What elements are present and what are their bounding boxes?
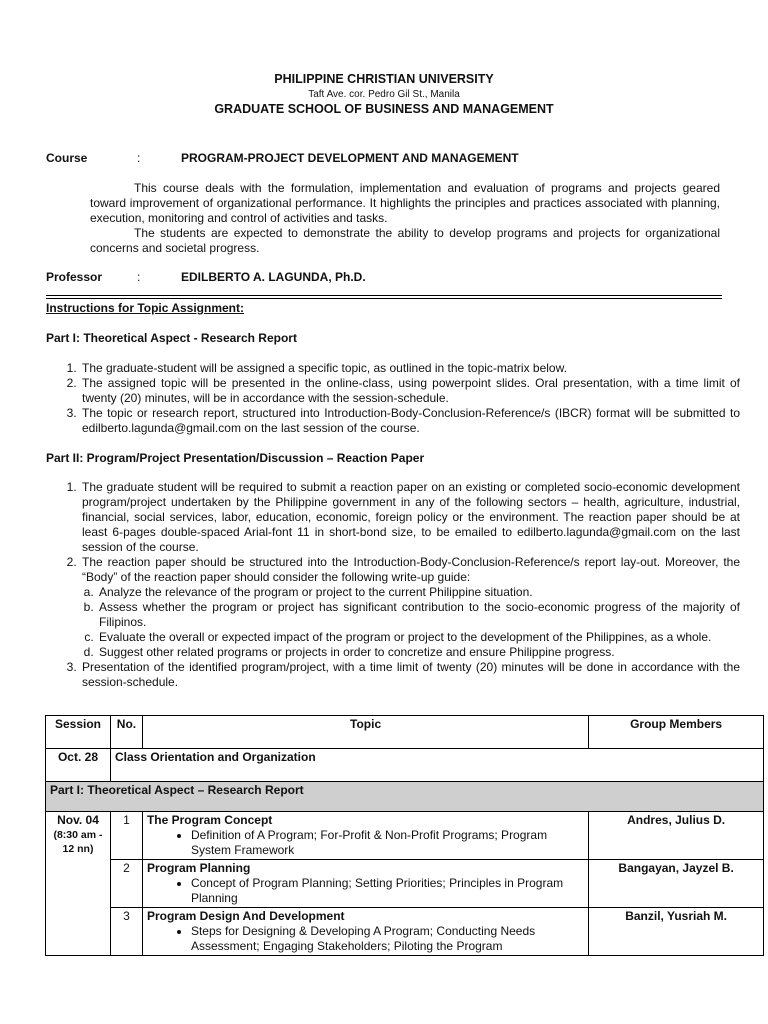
divider-top [46,295,722,296]
university-address: Taft Ave. cor. Pedro Gil St., Manila [308,89,460,100]
topic-detail: • Definition of A Program; For-Profit & Non-Profit Programs; Program System Framework [191,828,584,858]
table-row [46,908,764,956]
table-row [46,860,764,908]
university-name: PHILIPPINE CHRISTIAN UNIVERSITY [274,72,494,86]
orientation-topic: Class Orientation and Organization [110,749,763,782]
table-header-row [46,716,764,749]
professor-colon: : [137,270,141,284]
course-description-2: The students are expected to demonstrate the ability to develop programs and projects for organizational concerns and societal progress. [90,226,720,255]
topic-details [147,828,584,858]
part2-item-text: The reaction paper should be structured into the Introduction-Body-Conclusion-Reference/s report lay-out. Moreover, the “Body” of the reaction paper should consider the following write-up guide: [82,555,740,584]
topic-details [147,924,584,954]
topic-details [147,876,584,906]
course-label: Course [46,151,88,165]
course-description-1: This course deals with the formulation, implementation and evaluation of programs and projects geared toward improvement of organizational performance. It highlights the principles and practices associated with planning, execution, monitoring and control of activities and tasks. [90,181,720,225]
instructions-title: Instructions for Topic Assignment: [46,301,245,315]
part2-item: 1. The graduate student will be required to submit a reaction paper on an existing or completed socio-economic development program/project undertaken by the Philippine government in any of the following sectors – health, agriculture, industrial, financial, social services, labor, education, economic, foreign policy or the environment. The reaction paper should be at least 6-pages double-spaced Arial-font 11 in short-bond size, to be emailed to edilberto.lagunda@gmail.com on the last session of the course. [80,480,740,555]
part2-list [62,480,740,690]
row-number: 1 [110,812,142,860]
divider-bottom [46,298,722,299]
topic-cell [142,860,588,908]
topic-cell [142,812,588,860]
part1-item: 2. The assigned topic will be presented in the online-class, using powerpoint slides. Oral presentation, with a time limit of twenty (20) minutes, will be in accordance with the session-schedule. [80,376,740,406]
part2-title: Part II: Program/Project Presentation/Discussion – Reaction Paper [46,451,425,465]
topic-detail: • Steps for Designing & Developing A Program; Conducting Needs Assessment; Engaging Stakeholders; Piloting the Program [191,924,584,954]
topic-title: The Program Concept [146,813,273,827]
header-no: No. [110,716,142,749]
group-member: Banzil, Yusriah M. [589,908,764,956]
table-row [46,749,764,782]
session-time: (8:30 am - 12 nn) [53,829,103,855]
table-row [46,782,764,812]
part2-item: 3. Presentation of the identified program/project, with a time limit of twenty (20) minutes will be done in accordance with the session-schedule. [80,660,740,690]
header-topic: Topic [142,716,588,749]
part1-item: 1. The graduate-student will be assigned a specific topic, as outlined in the topic-matrix below. [80,361,740,376]
part1-item: 3. The topic or research report, structured into Introduction-Body-Conclusion-Reference/s (IBCR) format will be submitted to edilberto.lagunda@gmail.com on the last session of the course. [80,406,740,436]
course-title: PROGRAM-PROJECT DEVELOPMENT AND MANAGEMENT [181,151,519,165]
writeup-guide-item: a. Analyze the relevance of the program or project to the current Philippine situation. [97,585,740,600]
part1-row: Part I: Theoretical Aspect – Research Report [46,782,764,812]
writeup-guide-item: b. Assess whether the program or project has significant contribution to the socio-economic progress of the majority of Filipinos. [97,600,740,630]
orientation-session: Oct. 28 [46,749,111,782]
writeup-guide-list [82,585,740,660]
schedule-table [45,715,764,956]
professor-name: EDILBERTO A. LAGUNDA, Ph.D. [181,270,366,284]
row-number: 3 [110,908,142,956]
topic-cell [142,908,588,956]
topic-title: Program Design And Development [146,909,345,923]
part1-title: Part I: Theoretical Aspect - Research Report [46,331,297,345]
topic-title: Program Planning [146,861,251,875]
group-member: Bangayan, Jayzel B. [589,860,764,908]
course-colon: : [137,151,141,165]
writeup-guide-item: d. Suggest other related programs or projects in order to concretize and ensure Philippine progress. [97,645,740,660]
row-number: 2 [110,860,142,908]
session-date: Nov. 04 [57,813,99,827]
professor-label: Professor [46,270,103,284]
header-session: Session [46,716,111,749]
part1-list [62,361,740,436]
table-row [46,812,764,860]
session-cell [46,812,111,956]
header-group-members: Group Members [589,716,764,749]
group-member: Andres, Julius D. [589,812,764,860]
part2-item [80,555,740,660]
school-name: GRADUATE SCHOOL OF BUSINESS AND MANAGEMENT [214,102,554,116]
writeup-guide-item: c. Evaluate the overall or expected impact of the program or project to the development of the Philippines, as a whole. [97,630,740,645]
topic-detail: • Concept of Program Planning; Setting Priorities; Principles in Program Planning [191,876,584,906]
